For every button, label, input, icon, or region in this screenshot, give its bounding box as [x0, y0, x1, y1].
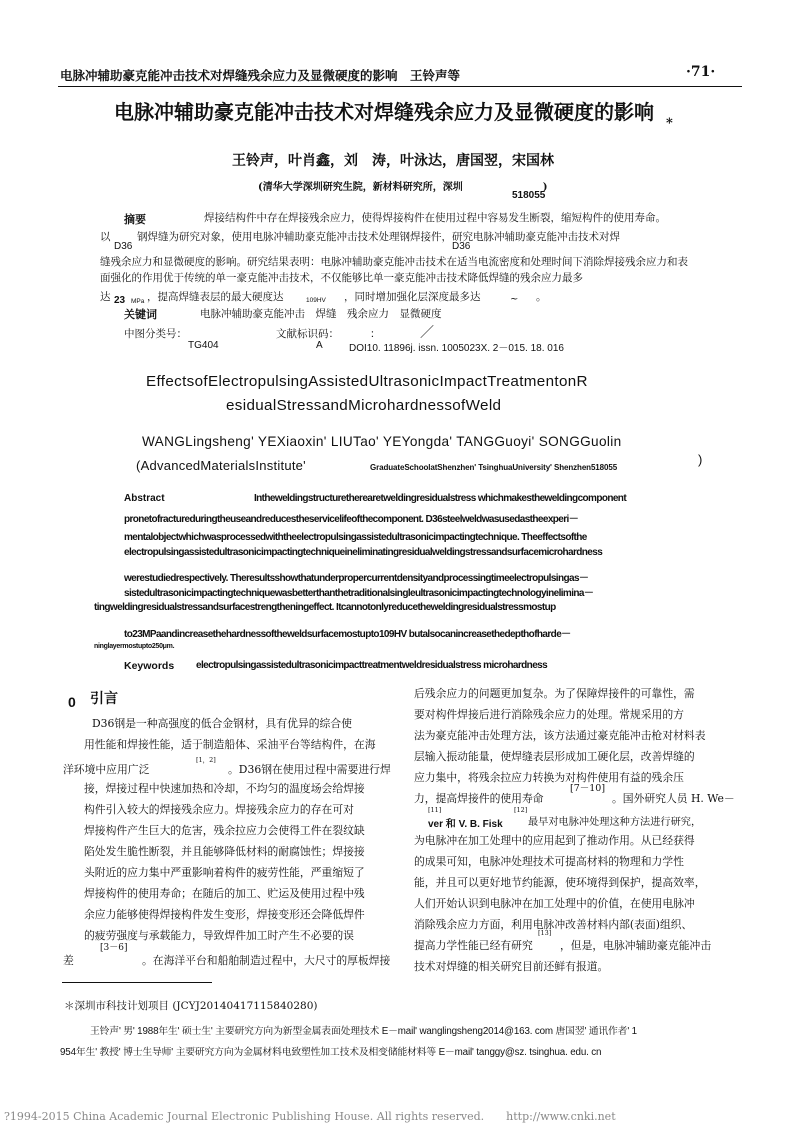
- citation: [3－6]: [100, 943, 128, 953]
- doi: DOI10. 11896j. issn. 1005023X. 2－015. 18. 016: [349, 343, 564, 354]
- postcode: 518055: [512, 190, 546, 201]
- abstract-cn-line: 钢焊缝为研究对象，使用电脉冲辅助豪克能冲击技术处理钢焊接件，研究电脉冲辅助豪克能冲击技术对焊: [137, 231, 620, 243]
- citation: [11]: [428, 806, 442, 814]
- keywords-en-label: Keywords: [124, 660, 175, 672]
- affiliation-en-detail: GraduateSchoolatShenzhen' TsinghuaUniversity' Shenzhen518055: [370, 463, 618, 472]
- abstract-cn-tilde: ~: [510, 294, 519, 305]
- body-line: 提高力学性能已经有研究: [414, 939, 533, 952]
- footnote-rule: [62, 982, 212, 983]
- running-header-title: 电脉冲辅助豪克能冲击技术对焊缝残余应力及显微硬度的影响 王铃声等: [60, 68, 461, 83]
- footnote-bio: 王铃声' 男' 1988年生' 硕士生' 主要研究方向为新型金属表面处理技术 E－mail' wanglingsheng2014@163. com 唐国翌' 通讯作者' 1: [90, 1026, 637, 1037]
- abstract-cn-value: 109HV: [306, 297, 326, 304]
- section-title: 引言: [90, 691, 118, 707]
- body-line: 洋环境中应用广泛: [63, 763, 150, 776]
- body-line: 接，焊接过程中快速加热和冷却，不均匀的温度场会给焊接: [84, 782, 365, 795]
- keywords-cn: 电脉冲辅助豪克能冲击 焊缝 残余应力 显微硬度: [200, 308, 442, 320]
- abstract-en-line: ninglayermostupto250μm.: [94, 643, 175, 650]
- body-line: 的疲劳强度与承载能力，导致焊件加工时产生不必要的误: [84, 929, 354, 942]
- doi-label: ：: [370, 328, 381, 340]
- doc-code: A: [316, 340, 323, 351]
- body-line: ver 和 V. B. Fisk: [428, 819, 503, 830]
- abstract-en-label: Abstract: [124, 493, 165, 504]
- body-line: 后残余应力的问题更加复杂。为了保障焊接件的可靠性，需: [414, 687, 695, 700]
- header-rule: [58, 86, 742, 87]
- paper-title-en-line1: EffectsofElectropulsingAssistedUltrasonicImpactTreatmentonR: [146, 373, 588, 390]
- footnote-fund: ＊深圳市科技计划项目 (JCYJ20140417115840280): [64, 1000, 318, 1012]
- affiliation-en-close: ): [698, 452, 703, 467]
- body-line: 。在海洋平台和船舶制造过程中，大尺寸的厚板焊接: [142, 954, 391, 967]
- copyright-notice: ?1994-2015 China Academic Journal Electronic Publishing House. All rights reserved. http://www.cnki.net: [4, 1110, 616, 1123]
- classification-code: TG404: [188, 340, 219, 351]
- body-line: 最早对电脉冲处理这种方法进行研究，: [528, 817, 702, 828]
- body-line: 法为豪克能冲击处理方法，该方法通过豪克能冲击枪对材料表: [414, 729, 706, 742]
- page-number: ·71·: [686, 64, 716, 80]
- abstract-en-line: mentalobjectwhichwasprocessedwiththeelectropulsingassistedultrasonicimpactingtechnique. Theeffectsofthe: [124, 532, 587, 543]
- abstract-en-line: tingweldingresidualstressandsurfacestrengtheningeffect. Itcannotonlyreducetheweldingresidualstressmostup: [94, 602, 556, 613]
- abstract-en-line: electropulsingassistedultrasonicimpactingtechniqueineliminatingresidualweldingstressandsurfacemicrohardness: [124, 547, 603, 558]
- body-line: 能，并且可以更好地节约能源，使环境得到保护，提高效率，: [414, 876, 706, 889]
- doi-slash: ／: [420, 325, 434, 341]
- abstract-cn-label: 摘要: [124, 213, 146, 226]
- body-line: 的成果可知，电脉冲处理技术可提高材料的物理和力学性: [414, 855, 684, 868]
- abstract-cn-d36: D36: [114, 241, 133, 252]
- body-line: 消除残余应力方面，利用电脉冲改善材料内部(表面)组织、: [414, 918, 693, 931]
- body-line: 焊接构件的使用寿命；在随后的加工、贮运及使用过程中残: [84, 887, 365, 900]
- body-line: 余应力能够使得焊接构件发生变形，焊接变形还会降低焊件: [84, 908, 365, 921]
- body-line: D36钢是一种高强度的低合金钢材，具有优异的综合使: [92, 717, 352, 730]
- body-line: 构件引入较大的焊接残余应力。焊接残余应力的存在可对: [84, 803, 354, 816]
- body-line: 陷处发生脆性断裂，并且能够降低材料的耐腐蚀性；焊接接: [84, 845, 365, 858]
- abstract-en-line: sistedultrasonicimpactingtechniquewasbetterthanthetraditionalsingleultrasonicimpactingtechnologyinelimina－: [124, 588, 594, 599]
- abstract-cn-line: 面强化的作用优于传统的单一豪克能冲击技术，不仅能够比单一豪克能冲击技术降低焊缝的残余应力最多: [100, 272, 583, 284]
- body-line: 头附近的应力集中严重影响着构件的疲劳性能，严重缩短了: [84, 866, 365, 879]
- keywords-en: electropulsingassistedultrasonicimpacttreatmentweldresidualstress microhardness: [196, 660, 548, 671]
- citation: [13]: [538, 929, 552, 937]
- abstract-cn-value: 23: [114, 295, 126, 306]
- body-line: 。国外研究人员 H. We－: [612, 792, 735, 805]
- affiliation-cn: (清华大学深圳研究生院，新材料研究所，深圳 ): [258, 182, 548, 193]
- authors-en: WANGLingsheng' YEXiaoxin' LIUTao' YEYongda' TANGGuoyi' SONGGuolin: [142, 434, 622, 449]
- abstract-cn-line: 达: [100, 291, 111, 303]
- abstract-cn-unit: MPa: [131, 298, 145, 305]
- classification-label: 中图分类号：: [124, 328, 187, 340]
- abstract-cn-line: 焊接结构件中存在焊接残余应力，使得焊接构件在使用过程中容易发生断裂，缩短构件的使用寿命。: [204, 212, 666, 224]
- abstract-en-line: werestudiedrespectively. Theresultsshowthatunderpropercurrentdensityandprocessingtimeelectropulsingas－: [124, 573, 589, 584]
- authors-cn: 王铃声，叶肖鑫，刘 涛，叶泳达，唐国翌，宋国林: [232, 153, 554, 169]
- abstract-cn-line: 以: [100, 231, 111, 243]
- body-line: 。D36钢在使用过程中需要进行焊: [228, 763, 391, 776]
- keywords-cn-label: 关键词: [124, 308, 157, 321]
- section-number: 0: [68, 694, 76, 710]
- body-line: 人们开始认识到电脉冲在加工处理中的价值，在使用电脉冲: [414, 897, 695, 910]
- abstract-cn-d36: D36: [452, 241, 471, 252]
- abstract-en-line: pronetofractureduringtheuseandreducestheservicelifeofthecomponent. D36steelweldwasusedastheexperi－: [124, 514, 579, 525]
- citation: [12]: [514, 806, 528, 814]
- abstract-cn-end: 。: [536, 291, 547, 303]
- body-line: 应力集中，将残余拉应力转换为对构件使用有益的残余压: [414, 771, 684, 784]
- title-footnote-mark: *: [666, 116, 673, 131]
- paper-title-cn: 电脉冲辅助豪克能冲击技术对焊缝残余应力及显微硬度的影响: [114, 100, 654, 124]
- body-line: 技术对焊缝的相关研究目前还鲜有报道。: [414, 960, 609, 973]
- affiliation-en: (AdvancedMaterialsInstitute': [136, 458, 306, 473]
- abstract-cn-line: ，提高焊缝表层的最大硬度达: [147, 291, 284, 303]
- citation: [1，2]: [196, 756, 216, 764]
- abstract-cn-line: ，同时增加强化层深度最多达: [344, 291, 481, 303]
- body-line: 力，提高焊接件的使用寿命: [414, 792, 544, 805]
- abstract-en-line: Intheweldingstructuretherearetweldingresidualstress whichmakestheweldingcomponent: [254, 493, 627, 504]
- body-line: 差: [63, 954, 74, 967]
- footnote-bio: 954年生' 教授' 博士生导师' 主要研究方向为金属材料电致塑性加工技术及相变储能材料等 E－mail' tanggy@sz. tsinghua. edu. cn: [60, 1047, 602, 1058]
- body-line: ，但是，电脉冲辅助豪克能冲击: [560, 939, 712, 952]
- body-line: 用性能和焊接性能，适于制造船体、采油平台等结构件，在海: [84, 738, 376, 751]
- paper-title-en-line2: esidualStressandMicrohardnessofWeld: [226, 397, 502, 414]
- citation: [7－10]: [570, 783, 606, 794]
- body-line: 层输入振动能量，使焊缝表层形成加工硬化层，改善焊缝的: [414, 750, 695, 763]
- body-line: 焊接构件产生巨大的危害，残余拉应力会使得工件在裂纹缺: [84, 824, 365, 837]
- body-line: 要对构件焊接后进行消除残余应力的处理。常规采用的方: [414, 708, 684, 721]
- body-line: 为电脉冲在加工处理中的应用起到了推动作用。从已经获得: [414, 834, 695, 847]
- doc-code-label: 文献标识码：: [276, 328, 339, 340]
- abstract-en-line: to23MPaandincreasethehardnessoftheweldsurfacemostupto109HV butalsocanincreasethedepthofharde－: [124, 629, 571, 640]
- abstract-cn-line: 缝残余应力和显微硬度的影响。研究结果表明：电脉冲辅助豪克能冲击技术在适当电流密度和处理时间下消除焊接残余应力和表: [100, 256, 688, 268]
